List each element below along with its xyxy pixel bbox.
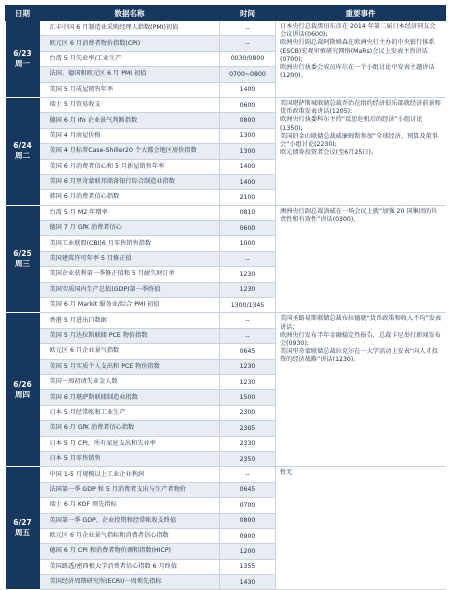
- release-time: 1230: [220, 374, 276, 389]
- date-cell: [6, 205, 40, 313]
- event-item: 日本央行总裁黑田东彦在 2014 年第二届日本经济同友会会议讲话(0600);: [280, 23, 436, 39]
- release-time: 1300/1345: [220, 298, 276, 313]
- release-time: --: [220, 21, 276, 36]
- data-release-name: 德国 7 月 GfK 消费者信心: [40, 221, 220, 236]
- table-row: [6, 21, 446, 36]
- release-time: 1230: [220, 359, 276, 374]
- event-item: 欧洲央行执委科尔主持“反思危机后的经济”小组讨论(1350);: [280, 116, 423, 132]
- release-time: 0645: [220, 482, 276, 497]
- calendar-body: [6, 21, 446, 590]
- data-release-name: 美国 4 月标普Case-Shiller20 个大都会地区房价指数: [40, 144, 220, 159]
- data-release-name: 法国、德国和欧元区 6 月 PMI 初值: [40, 67, 220, 82]
- event-item: 美国旧金山联储总裁威廉姆斯参加“全球经济、预算及董事会”小组讨论(2230);: [280, 132, 438, 148]
- release-time: 1355: [220, 559, 276, 574]
- release-time: 0810: [220, 205, 276, 220]
- release-time: 1000: [220, 236, 276, 251]
- date-label: 6/24: [13, 141, 32, 151]
- table-row: [6, 313, 446, 328]
- table-row: [6, 467, 446, 482]
- release-time: 0700~0800: [220, 67, 276, 82]
- date-cell: [6, 97, 40, 205]
- release-time: 0645: [220, 344, 276, 359]
- release-time: --: [220, 313, 276, 328]
- date-label: 6/26: [13, 379, 32, 389]
- event-item: 欧洲央行执委会成员库尔在一个小组讨论中发表主题讲话(1200)。: [280, 64, 435, 80]
- event-item: 暂无: [280, 469, 293, 477]
- data-release-name: 日本 5 月零售销售: [40, 451, 220, 466]
- economic-calendar-table: [5, 5, 446, 590]
- release-time: 0600: [220, 97, 276, 112]
- date-label: 6/25: [13, 249, 32, 259]
- data-release-name: 英国第一季 GDP、企业投资和经常帐收支终值: [40, 513, 220, 528]
- event-item: 欧洲央行副总裁阿斯姆森在欧洲央行主办的中央银行体系(ESCB)宏观审慎研究网络(MaRs)会议上发表主旨讲话(0700);: [280, 39, 435, 63]
- release-time: 1400: [220, 82, 276, 97]
- data-release-name: 美国 5 月达拉斯联储 PCE 物价指数: [40, 328, 220, 343]
- data-release-name: 香港 5 月进出口数据: [40, 313, 220, 328]
- data-release-name: 美国 5 月成屋销售年率: [40, 82, 220, 97]
- data-release-name: 美国经济周期研究所(ECRI)一周领先指标: [40, 575, 220, 590]
- date-cell: [6, 21, 40, 98]
- weekday-label: 周五: [15, 528, 30, 538]
- release-time: 0900: [220, 528, 276, 543]
- data-release-name: 汇丰中国 6 月制造业采购经理人指数(PMI)初值: [40, 21, 220, 36]
- release-time: 0700: [220, 498, 276, 513]
- data-release-name: 美国一周初请失业金人数: [40, 374, 220, 389]
- release-time: 1230: [220, 267, 276, 282]
- table-row: [6, 97, 446, 112]
- data-release-name: 瑞士 6 月 KOF 领先指标: [40, 498, 220, 513]
- weekday-label: 周四: [15, 389, 30, 399]
- release-time: 1300: [220, 128, 276, 143]
- data-release-name: 欧元区 6 月企业景气指标和消费者信心指数: [40, 528, 220, 543]
- data-release-name: 德国 6 月 CPI 和消费者物价调和指数(HICP): [40, 544, 220, 559]
- data-release-name: 日本 5 月经常帐和工业生产: [40, 405, 220, 420]
- weekday-label: 周三: [15, 259, 30, 269]
- release-time: 2300: [220, 405, 276, 420]
- release-time: 1430: [220, 575, 276, 590]
- key-events-cell: [276, 313, 446, 467]
- release-time: 0030/0800: [220, 51, 276, 66]
- data-release-name: 欧元区 6 月消费者物价指数(CPI): [40, 36, 220, 51]
- data-release-name: 美国 5 月实质个人支出和 PCE 物价指数: [40, 359, 220, 374]
- data-release-name: 美国 6 月堪萨斯联储制造业指数: [40, 390, 220, 405]
- data-release-name: 美国 6 月 GfK 消费者信心指数: [40, 421, 220, 436]
- data-release-name: 日本 5 月 CPI、所有家庭支出和失业率: [40, 436, 220, 451]
- event-item: 欧元债券投资者会议(至6月25日)。: [280, 149, 378, 157]
- data-release-name: 美国路透/密西根大学消费者信心指数 6 月终值: [40, 559, 220, 574]
- data-release-name: 韩国 6 月消费者信心指数: [40, 190, 220, 205]
- header-data-name: 数据名称: [40, 6, 220, 21]
- data-release-name: 台湾 5 月失业率/工业生产: [40, 51, 220, 66]
- key-events-cell: [276, 21, 446, 98]
- release-time: 2330: [220, 436, 276, 451]
- data-release-name: 中国 1-5 月规模以上工业企业利润: [40, 467, 220, 482]
- date-cell: [6, 467, 40, 590]
- release-time: 2305: [220, 421, 276, 436]
- data-release-name: 美国实质国内生产总值(GDP)第一季终值: [40, 282, 220, 297]
- release-time: 2350: [220, 451, 276, 466]
- release-time: 0600: [220, 221, 276, 236]
- event-item: 澳洲央行副总裁洛威在一场会议上就“加强 20 国集团的负责性和有效性”讲话(0300)。: [280, 207, 438, 223]
- release-time: 2100: [220, 190, 276, 205]
- key-events-cell: [276, 97, 446, 205]
- data-release-name: 美国 6 月消费者信心和 5 月新屋销售年率: [40, 159, 220, 174]
- release-time: 0800: [220, 113, 276, 128]
- release-time: 1200: [220, 544, 276, 559]
- date-label: 6/27: [13, 518, 32, 528]
- event-item: 欧洲央行发布半年金融稳定性报告，总裁卡尼举行新闻发布会(0930);: [280, 331, 441, 348]
- release-time: 1300: [220, 144, 276, 159]
- release-time: --: [220, 251, 276, 266]
- release-time: --: [220, 328, 276, 343]
- data-release-name: 美国 4 月房屋价格: [40, 128, 220, 143]
- weekday-label: 周一: [15, 58, 30, 68]
- weekday-label: 周二: [15, 151, 30, 161]
- data-release-name: 瑞士 5 月贸易收支: [40, 97, 220, 112]
- date-label: 6/23: [13, 48, 32, 58]
- data-release-name: 美国企业获利第一季修正值和 5 月耐久财订单: [40, 267, 220, 282]
- release-time: 1400: [220, 174, 276, 189]
- release-time: 0800: [220, 513, 276, 528]
- date-cell: [6, 313, 40, 467]
- data-release-name: 台湾 5 月 M2 年增率: [40, 205, 220, 220]
- data-release-name: 德国 6 月 Ifo 企业景气判断指数: [40, 113, 220, 128]
- release-time: --: [220, 467, 276, 482]
- header-time: 时间: [220, 6, 276, 21]
- data-release-name: 美国工业联盟(CBI)6 月零售销售指数: [40, 236, 220, 251]
- release-time: 1500: [220, 390, 276, 405]
- header-date: 日期: [6, 6, 40, 21]
- event-item: 美国里奇蒙联储总裁拉克尔在一大学活动上发表“向人才投资的经济战略”讲话(1230)。: [280, 348, 438, 364]
- header-row: [6, 6, 446, 21]
- release-time: 1400: [220, 159, 276, 174]
- data-release-name: 法国第一季 GDP 和 5 月消费者支出与生产者物价: [40, 482, 220, 497]
- data-release-name: 美国 6 月 Markit 服务业/综合 PMI 初值: [40, 298, 220, 313]
- release-time: --: [220, 36, 276, 51]
- release-time: 1230: [220, 282, 276, 297]
- header-key-events: 重要事件: [276, 6, 446, 21]
- event-item: 美国圣路易斯联储总裁布拉德就“货币政策和收入不均”发表讲话;: [280, 315, 442, 331]
- event-item: 美国堪萨斯城联储总裁乔治在组约经济俱乐部就经济前景和货币政策发表讲话(1205);: [280, 99, 441, 116]
- key-events-cell: [276, 467, 446, 590]
- table-row: [6, 205, 446, 220]
- data-release-name: 美国建筑许可年率 5 月修正值: [40, 251, 220, 266]
- data-release-name: 美国 6 月里奇蒙联邦储备银行综合制造业指数: [40, 174, 220, 189]
- data-release-name: 欧元区 6 月企业景气指数: [40, 344, 220, 359]
- key-events-cell: [276, 205, 446, 313]
